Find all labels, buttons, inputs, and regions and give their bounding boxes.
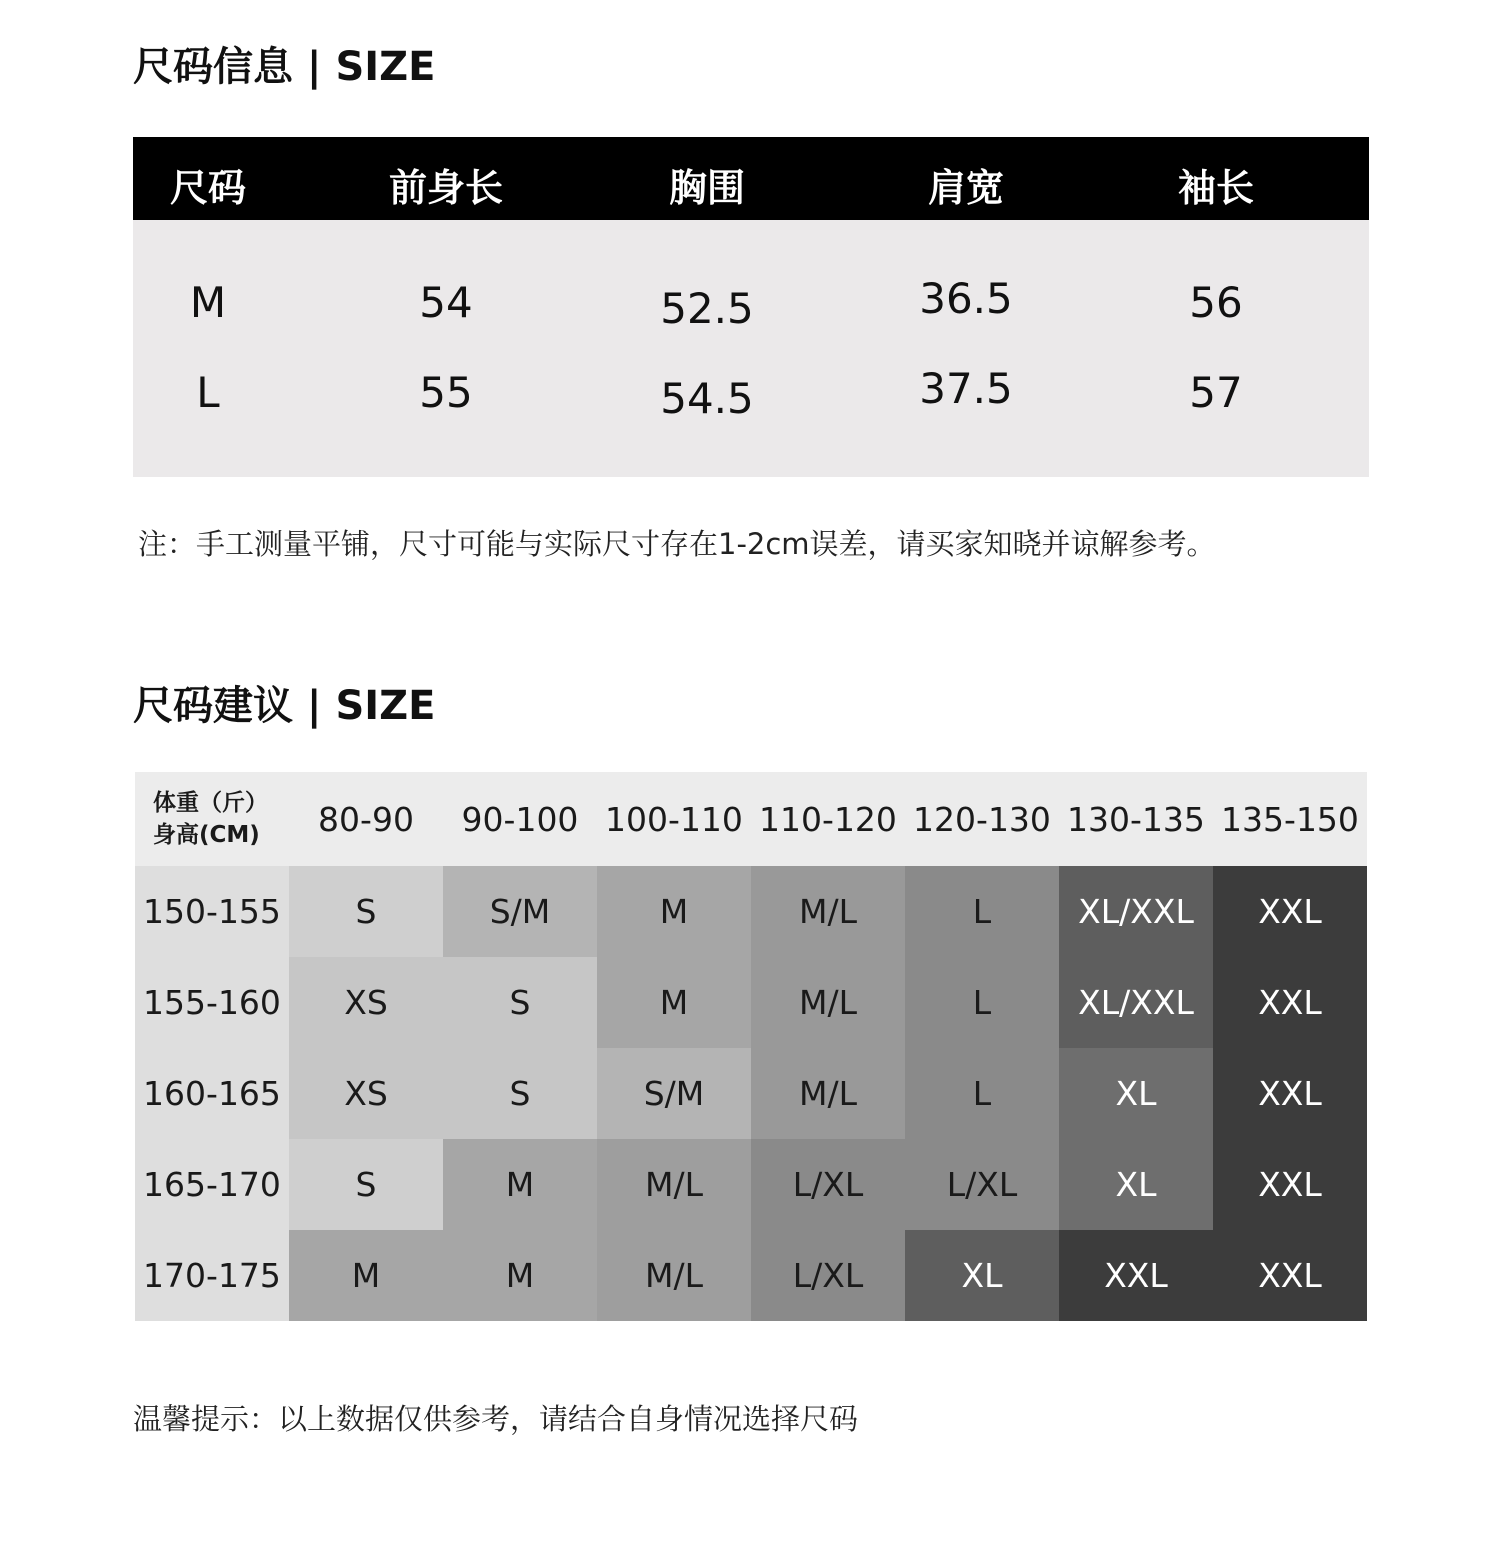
corner-height-label: 身高(CM) bbox=[153, 822, 260, 848]
size-cell: S bbox=[289, 1139, 443, 1230]
cell-sleeve: 56 bbox=[1189, 278, 1243, 327]
cell-size: L bbox=[196, 368, 220, 417]
size-cell: L bbox=[905, 866, 1059, 957]
size-cell: XXL bbox=[1213, 1048, 1367, 1139]
size-info-body bbox=[133, 220, 1369, 477]
size-cell: M/L bbox=[751, 957, 905, 1048]
cell-chest: 54.5 bbox=[660, 374, 754, 423]
size-info-header-row bbox=[133, 137, 1369, 220]
size-cell: XL bbox=[905, 1230, 1059, 1321]
size-cell: M/L bbox=[597, 1139, 751, 1230]
size-cell: M/L bbox=[597, 1230, 751, 1321]
corner-weight-label: 体重（斤） bbox=[153, 789, 268, 816]
size-cell: XS bbox=[289, 1048, 443, 1139]
height-label: 170-175 bbox=[135, 1230, 289, 1321]
measurement-note: 注：手工测量平铺，尺寸可能与实际尺寸存在1-2cm误差，请买家知晓并谅解参考。 bbox=[138, 527, 1216, 561]
size-row-l bbox=[133, 364, 1369, 423]
weight-header: 135-150 bbox=[1213, 772, 1367, 866]
size-cell: S bbox=[443, 957, 597, 1048]
size-cell: XXL bbox=[1213, 957, 1367, 1048]
size-cell: XXL bbox=[1059, 1230, 1213, 1321]
weight-header: 130-135 bbox=[1059, 772, 1213, 866]
size-row-m bbox=[133, 274, 1369, 333]
size-cell: S/M bbox=[443, 866, 597, 957]
header-shoulder: 肩宽 bbox=[927, 166, 1005, 210]
size-cell: M bbox=[597, 957, 751, 1048]
cell-chest: 52.5 bbox=[660, 284, 754, 333]
size-cell: XL/XXL bbox=[1059, 866, 1213, 957]
size-cell: M/L bbox=[751, 866, 905, 957]
size-cell: XL bbox=[1059, 1048, 1213, 1139]
size-cell: XXL bbox=[1213, 866, 1367, 957]
corner-header bbox=[135, 772, 289, 866]
cell-size: M bbox=[189, 278, 227, 327]
size-cell: XXL bbox=[1213, 1230, 1367, 1321]
cell-front-length: 54 bbox=[419, 278, 473, 327]
size-cell: M/L bbox=[751, 1048, 905, 1139]
size-cell: XL/XXL bbox=[1059, 957, 1213, 1048]
size-cell: M bbox=[443, 1139, 597, 1230]
cell-front-length: 55 bbox=[419, 368, 473, 417]
weight-header: 90-100 bbox=[443, 772, 597, 866]
size-cell: S/M bbox=[597, 1048, 751, 1139]
size-cell: M bbox=[443, 1230, 597, 1321]
size-cell: XXL bbox=[1213, 1139, 1367, 1230]
size-cell: M bbox=[597, 866, 751, 957]
height-label: 165-170 bbox=[135, 1139, 289, 1230]
header-chest: 胸围 bbox=[668, 166, 746, 210]
size-cell: XL bbox=[1059, 1139, 1213, 1230]
size-cell: L/XL bbox=[751, 1230, 905, 1321]
cell-shoulder: 36.5 bbox=[919, 274, 1013, 323]
height-label: 160-165 bbox=[135, 1048, 289, 1139]
cell-shoulder: 37.5 bbox=[919, 364, 1013, 413]
weight-header: 110-120 bbox=[751, 772, 905, 866]
size-cell: M bbox=[289, 1230, 443, 1321]
cell-sleeve: 57 bbox=[1189, 368, 1243, 417]
weight-header: 80-90 bbox=[289, 772, 443, 866]
height-label: 150-155 bbox=[135, 866, 289, 957]
size-cell: S bbox=[289, 866, 443, 957]
header-size: 尺码 bbox=[169, 166, 247, 210]
tip-note: 温馨提示：以上数据仅供参考，请结合自身情况选择尺码 bbox=[133, 1402, 859, 1436]
size-advice-title: 尺码建议 | SIZE bbox=[133, 683, 436, 729]
size-info-title: 尺码信息 | SIZE bbox=[133, 44, 436, 90]
size-advice-grid bbox=[135, 772, 1367, 1321]
weight-header: 120-130 bbox=[905, 772, 1059, 866]
size-cell: L/XL bbox=[751, 1139, 905, 1230]
weight-header: 100-110 bbox=[597, 772, 751, 866]
size-cell: S bbox=[443, 1048, 597, 1139]
size-cell: L bbox=[905, 1048, 1059, 1139]
height-label: 155-160 bbox=[135, 957, 289, 1048]
header-sleeve: 袖长 bbox=[1177, 166, 1255, 210]
header-front-length: 前身长 bbox=[388, 166, 504, 210]
size-cell: L/XL bbox=[905, 1139, 1059, 1230]
size-cell: XS bbox=[289, 957, 443, 1048]
size-cell: L bbox=[905, 957, 1059, 1048]
